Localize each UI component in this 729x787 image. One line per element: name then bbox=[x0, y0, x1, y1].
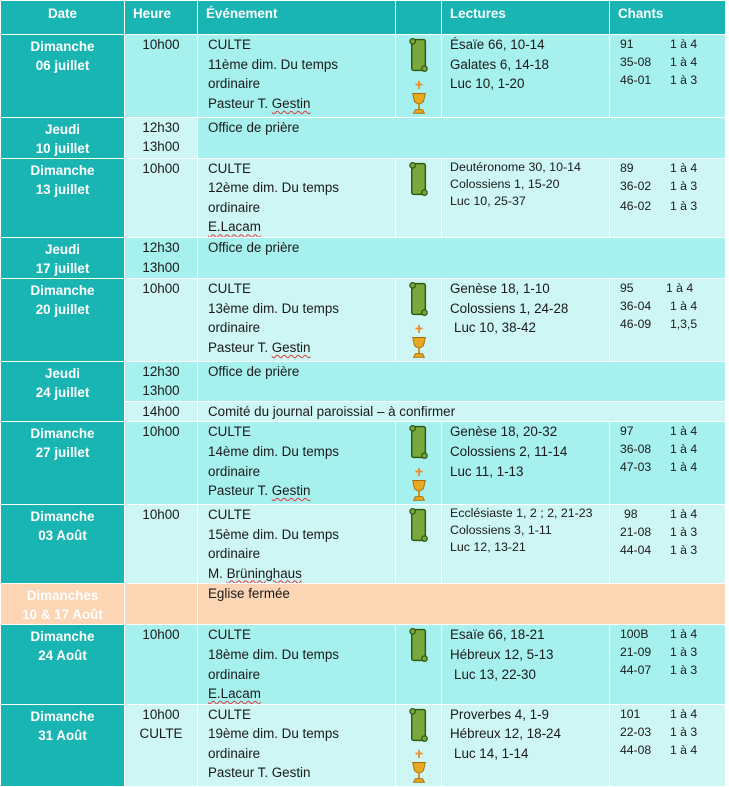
chants-cell: 98 1 à 4 21-08 1 à 3 44-04 1 à 3 bbox=[610, 504, 726, 583]
lectures-cell: Genèse 18, 1-10 Colossiens 1, 24-28 Luc 10, 38-42 bbox=[442, 278, 610, 361]
event-cell: Comité du journal paroissial – à confirmer bbox=[198, 401, 726, 422]
lectures-cell: Ésaïe 66, 10-14 Galates 6, 14-18 Luc 10, 1-20 bbox=[442, 35, 610, 118]
event-cell: CULTE 19ème dim. Du temps ordinaire Pasteur T. Gestin bbox=[198, 704, 396, 787]
icons-cell bbox=[396, 504, 442, 583]
event-cell: CULTE 12ème dim. Du temps ordinaire E.Lacam bbox=[198, 158, 396, 237]
communion-cup-icon bbox=[410, 748, 428, 786]
bible-scroll-icon bbox=[409, 281, 429, 317]
heure-cell: 12h30 13h00 bbox=[125, 237, 198, 278]
table-row bbox=[1, 361, 726, 401]
date-cell: Dimanche 20 juillet bbox=[1, 278, 125, 361]
communion-cup-icon bbox=[410, 323, 428, 361]
header-lectures: Lectures bbox=[442, 1, 610, 35]
icons-cell bbox=[396, 422, 442, 505]
bible-scroll-icon bbox=[409, 161, 429, 197]
table-row bbox=[1, 117, 726, 158]
heure-cell: 10h00 bbox=[125, 278, 198, 361]
lectures-cell: Genèse 18, 20-32 Colossiens 2, 11-14 Luc 11, 1-13 bbox=[442, 422, 610, 505]
table-row bbox=[1, 625, 726, 704]
lectures-cell: Ecclésiaste 1, 2 ; 2, 21-23 Colossiens 3, 1-11 Luc 12, 13-21 bbox=[442, 504, 610, 583]
heure-cell: 10h00 bbox=[125, 625, 198, 704]
heure-cell: 12h30 13h00 bbox=[125, 361, 198, 401]
bible-scroll-icon bbox=[409, 507, 429, 543]
chants-cell: 100B 1 à 4 21-09 1 à 3 44-07 1 à 3 bbox=[610, 625, 726, 704]
event-cell: Office de prière bbox=[198, 237, 726, 278]
communion-cup-icon bbox=[410, 466, 428, 504]
date-cell: Dimanche 13 juillet bbox=[1, 158, 125, 237]
communion-cup-icon bbox=[410, 79, 428, 117]
heure-cell: 10h00 bbox=[125, 158, 198, 237]
heure-cell: 10h00 CULTE bbox=[125, 704, 198, 787]
event-cell: Office de prière bbox=[198, 361, 726, 401]
icons-cell bbox=[396, 704, 442, 787]
table-row bbox=[1, 504, 726, 583]
heure-cell: 14h00 bbox=[125, 401, 198, 422]
bible-scroll-icon bbox=[409, 424, 429, 460]
icons-cell bbox=[396, 278, 442, 361]
table-row bbox=[1, 704, 726, 787]
event-cell: CULTE 13ème dim. Du temps ordinaire Pasteur T. Gestin bbox=[198, 278, 396, 361]
chants-cell: 91 1 à 4 35-08 1 à 4 46-01 1 à 3 bbox=[610, 35, 726, 118]
header-date: Date bbox=[1, 1, 125, 35]
lectures-cell: Proverbes 4, 1-9 Hébreux 12, 18-24 Luc 14, 1-14 bbox=[442, 704, 610, 787]
table-row bbox=[1, 35, 726, 118]
heure-cell: 10h00 bbox=[125, 504, 198, 583]
table-row bbox=[1, 584, 726, 625]
chants-cell: 97 1 à 4 36-08 1 à 4 47-03 1 à 4 bbox=[610, 422, 726, 505]
date-cell: Dimanche 06 juillet bbox=[1, 35, 125, 118]
date-cell: Dimanche 31 Août bbox=[1, 704, 125, 787]
lectures-cell: Esaïe 66, 18-21 Hébreux 12, 5-13 Luc 13, 22-30 bbox=[442, 625, 610, 704]
icons-cell bbox=[396, 158, 442, 237]
chants-cell: 89 1 à 4 36-02 1 à 3 46-02 1 à 3 bbox=[610, 158, 726, 237]
heure-cell: 10h00 bbox=[125, 35, 198, 118]
header-heure: Heure bbox=[125, 1, 198, 35]
event-cell: CULTE 18ème dim. Du temps ordinaire E.Lacam bbox=[198, 625, 396, 704]
table-row bbox=[1, 278, 726, 361]
date-cell: Dimanche 03 Août bbox=[1, 504, 125, 583]
table-row bbox=[1, 237, 726, 278]
table-row bbox=[1, 422, 726, 505]
bible-scroll-icon bbox=[409, 707, 429, 743]
heure-cell: 12h30 13h00 bbox=[125, 117, 198, 158]
event-cell: CULTE 14ème dim. Du temps ordinaire Pasteur T. Gestin bbox=[198, 422, 396, 505]
heure-cell: 10h00 bbox=[125, 422, 198, 505]
header-row bbox=[1, 1, 726, 35]
date-cell: Dimanche 24 Août bbox=[1, 625, 125, 704]
event-cell: CULTE 11ème dim. Du temps ordinaire Pasteur T. Gestin bbox=[198, 35, 396, 118]
date-cell: Jeudi 17 juillet bbox=[1, 237, 125, 278]
date-cell: Jeudi 10 juillet bbox=[1, 117, 125, 158]
lectures-cell: Deutéronome 30, 10-14 Colossiens 1, 15-20 Luc 10, 25-37 bbox=[442, 158, 610, 237]
chants-cell: 95 1 à 4 36-04 1 à 4 46-09 1,3,5 bbox=[610, 278, 726, 361]
icons-cell bbox=[396, 35, 442, 118]
table-row bbox=[1, 158, 726, 237]
event-cell: CULTE 15ème dim. Du temps ordinaire M. Brüninghaus bbox=[198, 504, 396, 583]
bible-scroll-icon bbox=[409, 37, 429, 73]
date-cell: Jeudi 24 juillet bbox=[1, 361, 125, 422]
icons-cell bbox=[396, 625, 442, 704]
date-cell: Dimanche 27 juillet bbox=[1, 422, 125, 505]
event-cell: Office de prière bbox=[198, 117, 726, 158]
bible-scroll-icon bbox=[409, 627, 429, 663]
event-cell: Eglise fermée bbox=[198, 584, 726, 625]
chants-cell: 101 1 à 4 22-03 1 à 3 44-08 1 à 4 bbox=[610, 704, 726, 787]
header-evenement: Événement bbox=[198, 1, 396, 35]
header-chants: Chants bbox=[610, 1, 726, 35]
date-cell: Dimanches 10 & 17 Août bbox=[1, 584, 125, 625]
